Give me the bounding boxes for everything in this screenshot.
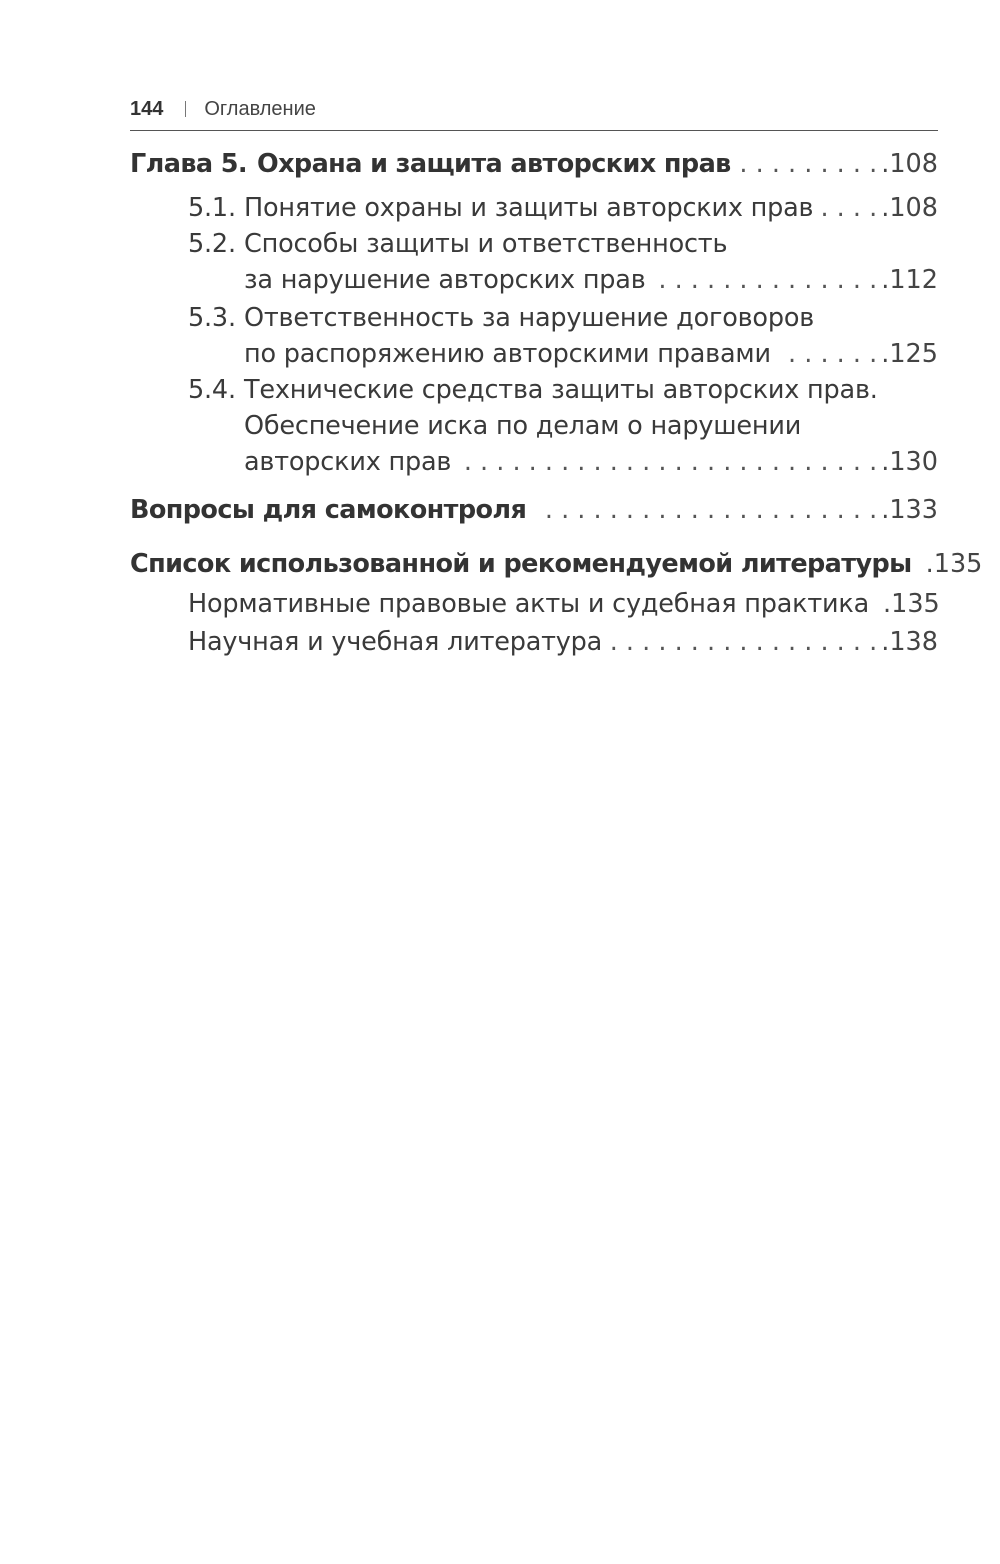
toc-section-number: 5.2. bbox=[188, 229, 236, 259]
toc-entry-chapter-5[interactable] bbox=[130, 146, 938, 182]
toc-entry-5-2[interactable] bbox=[188, 226, 938, 262]
dot-leader bbox=[781, 336, 877, 372]
dot-leader bbox=[461, 444, 877, 480]
running-header-title: Оглавление bbox=[204, 98, 316, 120]
toc-page-number: .125 bbox=[881, 339, 938, 369]
toc-entry-title: Научная и учебная литература bbox=[188, 627, 603, 657]
toc-page-number: .130 bbox=[881, 447, 938, 477]
toc-entry-title: Способы защиты и ответственность bbox=[244, 229, 728, 259]
toc-entry-title: авторских прав bbox=[244, 447, 452, 477]
toc-entry-literature[interactable] bbox=[130, 546, 983, 582]
toc-page-number: .138 bbox=[881, 627, 938, 657]
toc-entry-lit-normative[interactable] bbox=[188, 586, 938, 622]
header-separator bbox=[185, 101, 186, 117]
toc-entry-5-3-cont[interactable] bbox=[244, 336, 938, 372]
toc-page-number: .112 bbox=[881, 265, 938, 295]
dot-leader bbox=[536, 492, 877, 528]
page-number: 144 bbox=[130, 98, 164, 120]
toc-page-number: .108 bbox=[881, 149, 938, 179]
toc-entry-title: по распоряжению авторскими правами bbox=[244, 339, 771, 369]
dot-leader bbox=[823, 190, 877, 226]
toc-page-number: .108 bbox=[881, 193, 938, 223]
toc-entry-5-2-cont[interactable] bbox=[244, 262, 938, 298]
dot-leader bbox=[741, 146, 878, 182]
toc-page-number: .135 bbox=[925, 549, 983, 579]
toc-entry-title: Охрана и защита авторских прав bbox=[257, 149, 731, 179]
toc-entry-title: Технические средства защиты авторских прав. bbox=[244, 375, 878, 405]
toc-entry-title: Понятие охраны и защиты авторских прав bbox=[244, 193, 814, 223]
toc-entry-title: Вопросы для самоконтроля bbox=[130, 495, 527, 525]
toc-page-number: .133 bbox=[881, 495, 938, 525]
toc-entry-title: Обеспечение иска по делам о нарушении bbox=[244, 411, 802, 441]
toc-entry-title: за нарушение авторских прав bbox=[244, 265, 646, 295]
dot-leader bbox=[656, 262, 878, 298]
toc-entry-questions[interactable] bbox=[130, 492, 938, 528]
running-header bbox=[130, 96, 938, 131]
toc-entry-5-4-cont[interactable] bbox=[244, 408, 938, 444]
toc-entry-5-3[interactable] bbox=[188, 300, 938, 336]
toc-entry-5-4[interactable] bbox=[188, 372, 938, 408]
dot-leader bbox=[612, 624, 877, 660]
toc-entry-5-4-cont2[interactable] bbox=[244, 444, 938, 480]
toc-page-number: .135 bbox=[883, 589, 940, 619]
toc-section-number: 5.4. bbox=[188, 375, 236, 405]
toc-chapter-label: Глава 5. bbox=[130, 149, 247, 179]
toc-entry-5-1[interactable] bbox=[188, 190, 938, 226]
toc-entry-title: Список использованной и рекомендуемой литературы bbox=[130, 549, 912, 579]
toc-section-number: 5.3. bbox=[188, 303, 236, 333]
toc-section-number: 5.1. bbox=[188, 193, 236, 223]
toc-entry-lit-scientific[interactable] bbox=[188, 624, 938, 660]
toc-entry-title: Нормативные правовые акты и судебная практика bbox=[188, 589, 869, 619]
toc-entry-title: Ответственность за нарушение договоров bbox=[244, 303, 815, 333]
